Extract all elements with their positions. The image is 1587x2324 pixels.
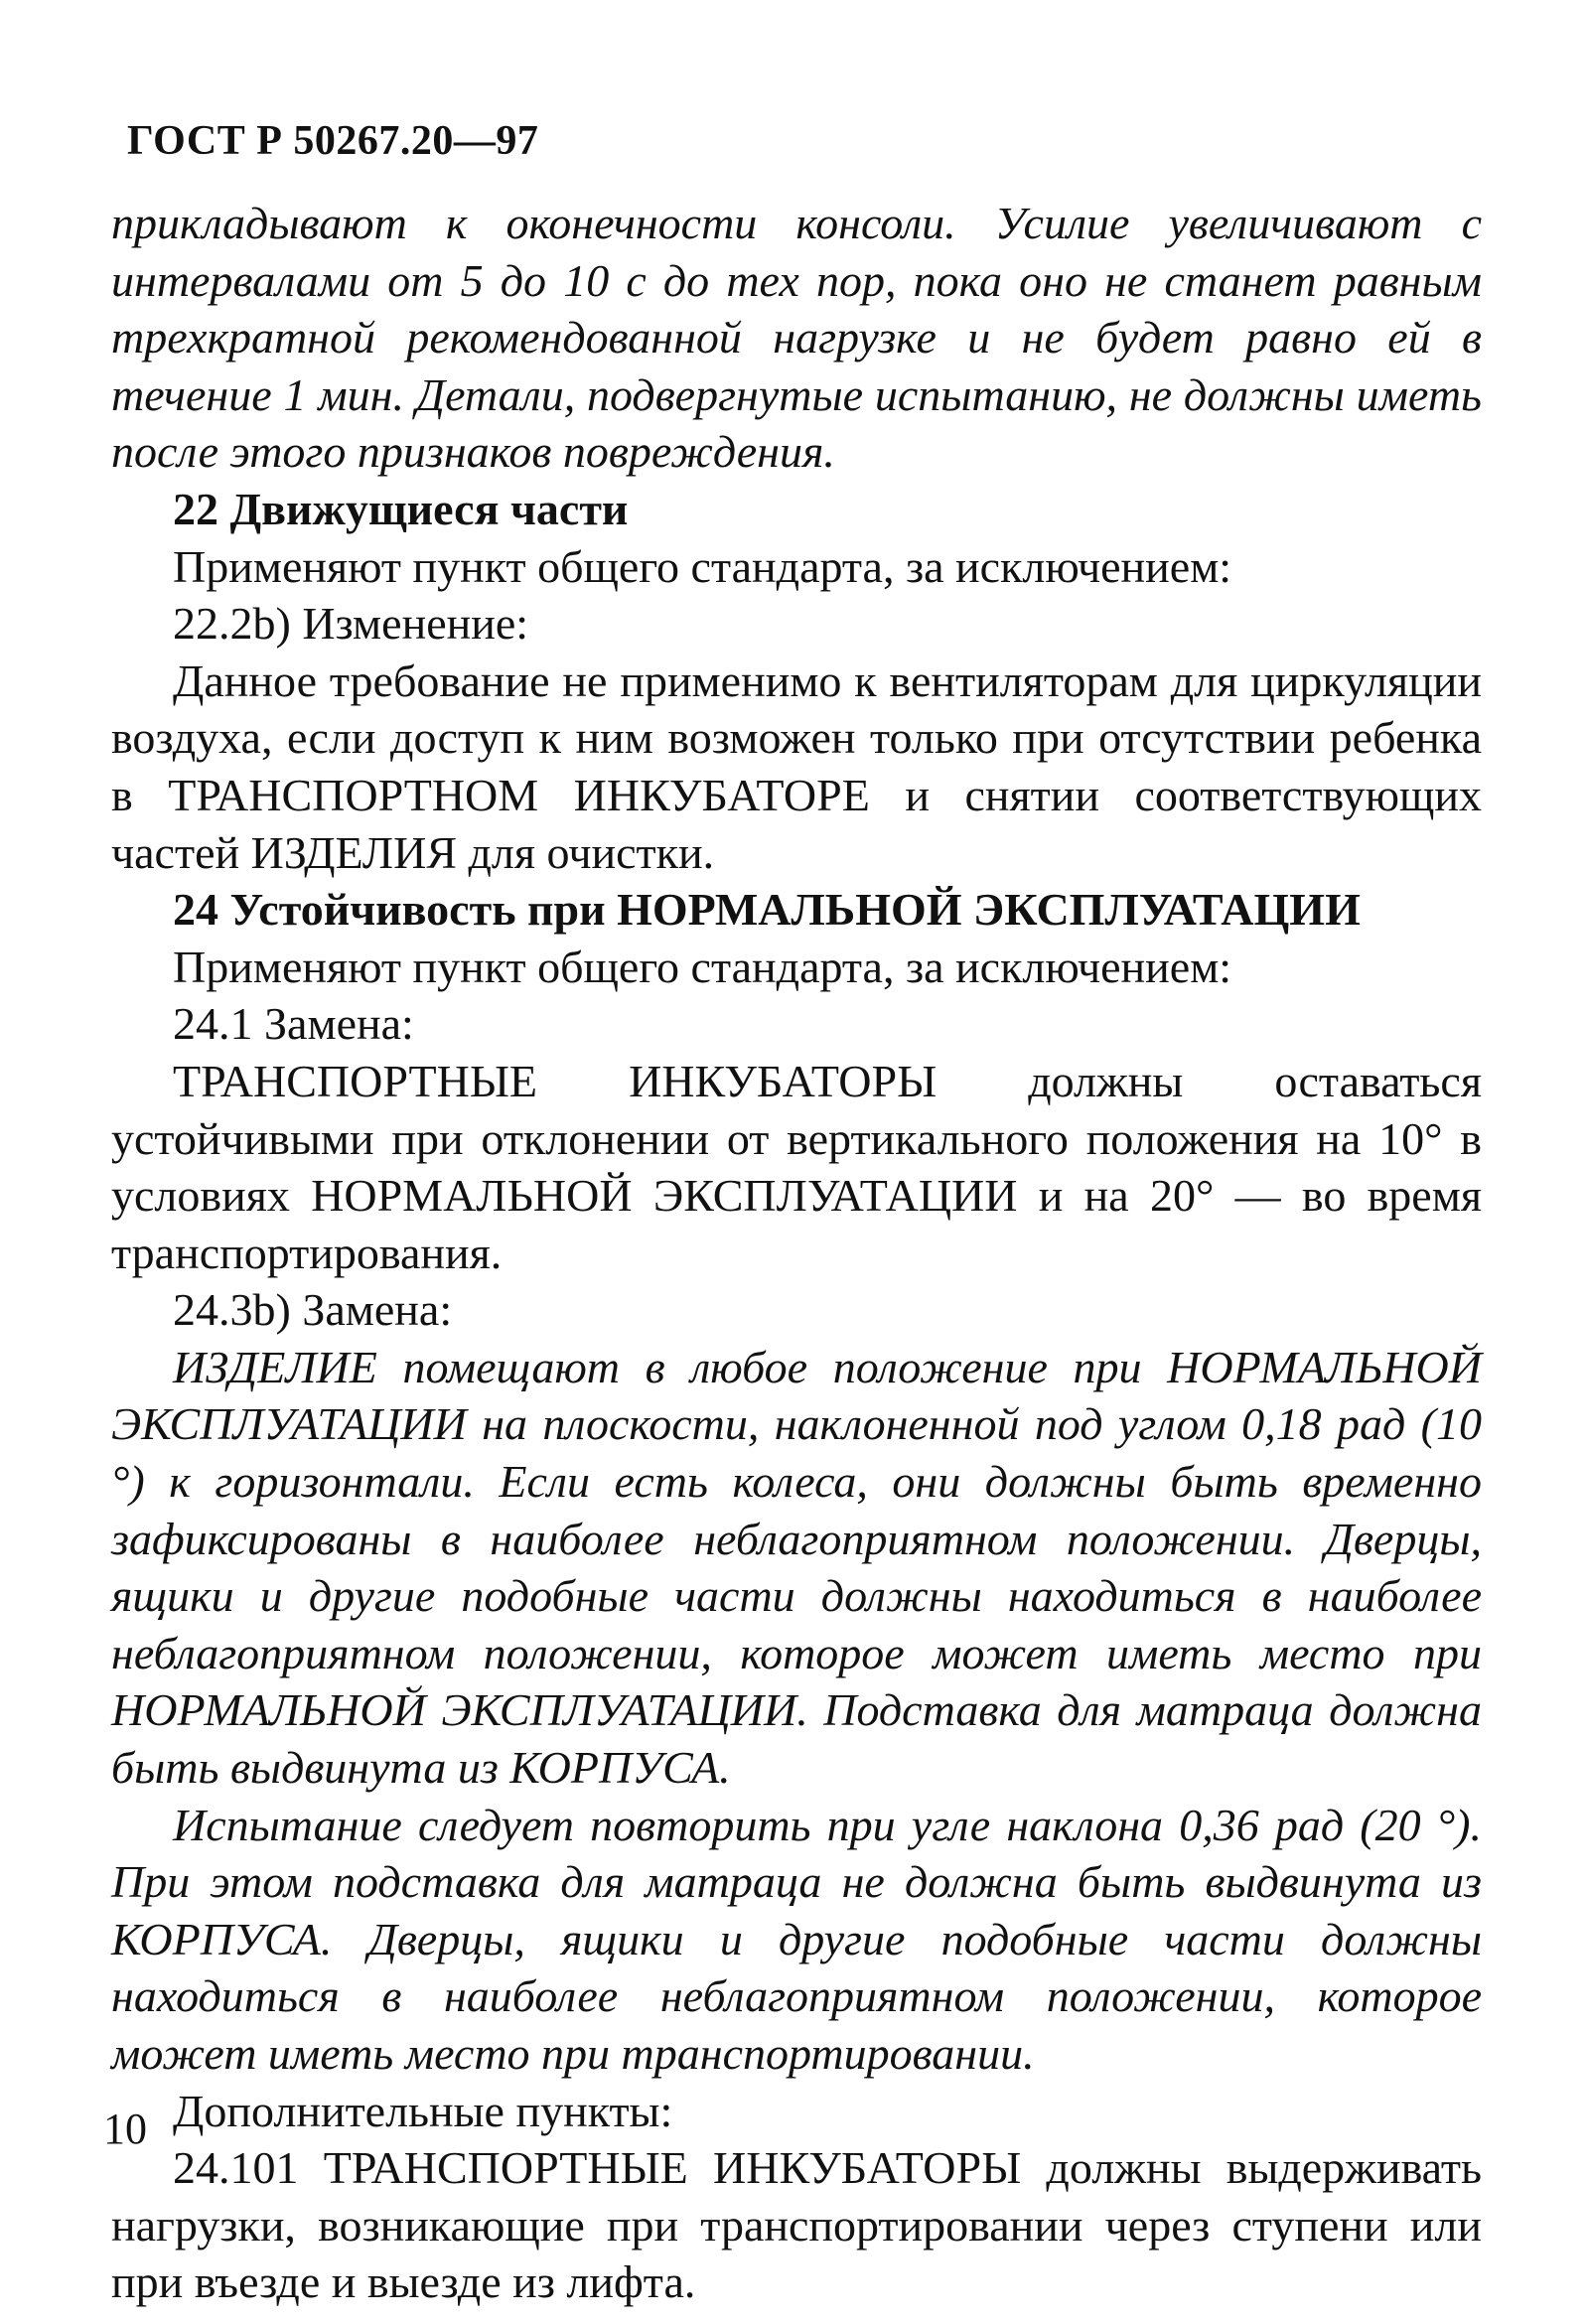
paragraph-24-101: 24.101 ТРАНСПОРТНЫЕ ИНКУБАТОРЫ должны выдерживать нагрузки, возникающие при транспортировании через ступени или при въезде и выезде из лифта. [111,2142,1482,2308]
paragraph-additional: Дополнительные пункты: [173,2085,673,2136]
paragraph-24-1-body: ТРАНСПОРТНЫЕ ИНКУБАТОРЫ должны оставаться устойчивыми при отклонении от вертикального положения на 10° в условиях НОРМАЛЬНОЙ ЭКСПЛУАТАЦИИ и на 20° — во время транспортирования. [111,1055,1482,1278]
paragraph-24-apply: Применяют пункт общего стандарта, за исключением: [173,941,1232,992]
paragraph-22-apply: Применяют пункт общего стандарта, за исключением: [173,540,1232,592]
paragraph-24-1: 24.1 Замена: [173,998,414,1050]
paragraph-22-body: Данное требование не применимо к вентиляторам для циркуляции воздуха, если доступ к ним возможен только при отсутствии ребенка в ТРАНСПОРТНОМ ИНКУБАТОРЕ и снятии соответствующих частей ИЗДЕЛИЯ для очистки. [111,654,1482,878]
section-heading-24: 24 Устойчивость при НОРМАЛЬНОЙ ЭКСПЛУАТАЦИИ [173,884,1361,936]
page-number: 10 [103,2105,147,2153]
document-body [111,195,1482,2311]
section-heading-22: 22 Движущиеся части [173,483,629,534]
paragraph-24-3b-body: ИЗДЕЛИЕ помещают в любое положение при НОРМАЛЬНОЙ ЭКСПЛУАТАЦИИ на плоскости, наклоненной под углом 0,18 рад (10 °) к горизонтали. Если есть колеса, они должны быть временно зафиксированы в наиболее неблагоприятном положении. Дверцы, ящики и другие подобные части должны находиться в наиболее неблагоприятном положении, которое может иметь место при НОРМАЛЬНОЙ ЭКСПЛУАТАЦИИ. Подставка для матраца должна быть выдвинута из КОРПУСА. [111,1341,1482,1794]
paragraph-24-3b: 24.3b) Замена: [173,1284,453,1336]
paragraph-continuation: прикладывают к оконечности консоли. Усилие увеличивают с интервалами от 5 до 10 с до тех пор, пока оно не станет равным трехкратной рекомендованной нагрузке и не будет равно ей в течение 1 мин. Детали, подвергнутые испытанию, не должны иметь после этого признаков повреждения. [111,198,1482,478]
document-header: ГОСТ Р 50267.20—97 [127,118,539,164]
paragraph-22-2b: 22.2b) Изменение: [173,598,529,650]
paragraph-24-3b-repeat: Испытание следует повторить при угле наклона 0,36 рад (20 °). При этом подставка для матраца не должна быть выдвинута из КОРПУСА. Дверцы, ящики и другие подобные части должны находиться в наиболее неблагоприятном положении, которое может иметь место при транспортировании. [111,1799,1482,2079]
